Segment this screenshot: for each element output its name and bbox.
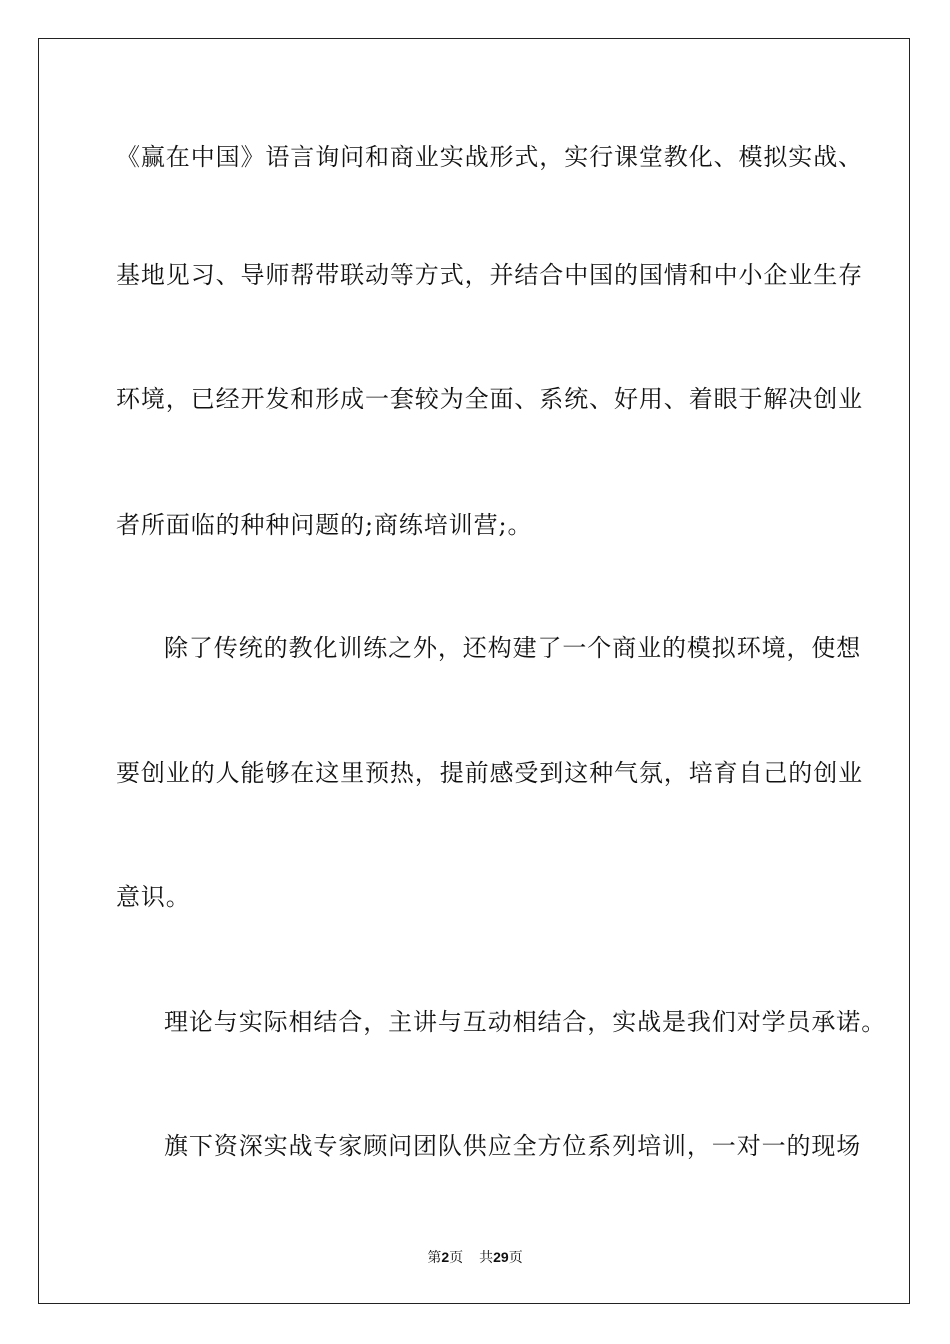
text-line: 要创业的人能够在这里预热，提前感受到这种气氛，培育自己的创业 xyxy=(116,759,863,787)
text-line: 意识。 xyxy=(116,883,191,911)
total-prefix: 共 xyxy=(479,1250,494,1266)
page-number: 2 xyxy=(441,1249,450,1265)
text-line: 基地见习、导师帮带联动等方式，并结合中国的国情和中小企业生存 xyxy=(116,261,863,289)
text-line: 旗下资深实战专家顾问团队供应全方位系列培训，一对一的现场 xyxy=(164,1132,862,1160)
total-suffix: 页 xyxy=(508,1250,523,1266)
page-footer xyxy=(0,1248,950,1267)
text-line: 理论与实际相结合，主讲与互动相结合，实战是我们对学员承诺。 xyxy=(164,1008,887,1036)
page-suffix: 页 xyxy=(449,1250,464,1266)
text-line: 者所面临的种种问题的;商练培训营;。 xyxy=(116,511,533,539)
page-border xyxy=(38,38,910,1304)
text-line: 除了传统的教化训练之外，还构建了一个商业的模拟环境，使想 xyxy=(164,634,862,662)
total-pages: 29 xyxy=(493,1249,509,1265)
page-prefix: 第 xyxy=(427,1250,442,1266)
text-line: 《赢在中国》语言询问和商业实战形式，实行课堂教化、模拟实战、 xyxy=(116,143,863,171)
text-line: 环境，已经开发和形成一套较为全面、系统、好用、着眼于解决创业 xyxy=(116,385,863,413)
